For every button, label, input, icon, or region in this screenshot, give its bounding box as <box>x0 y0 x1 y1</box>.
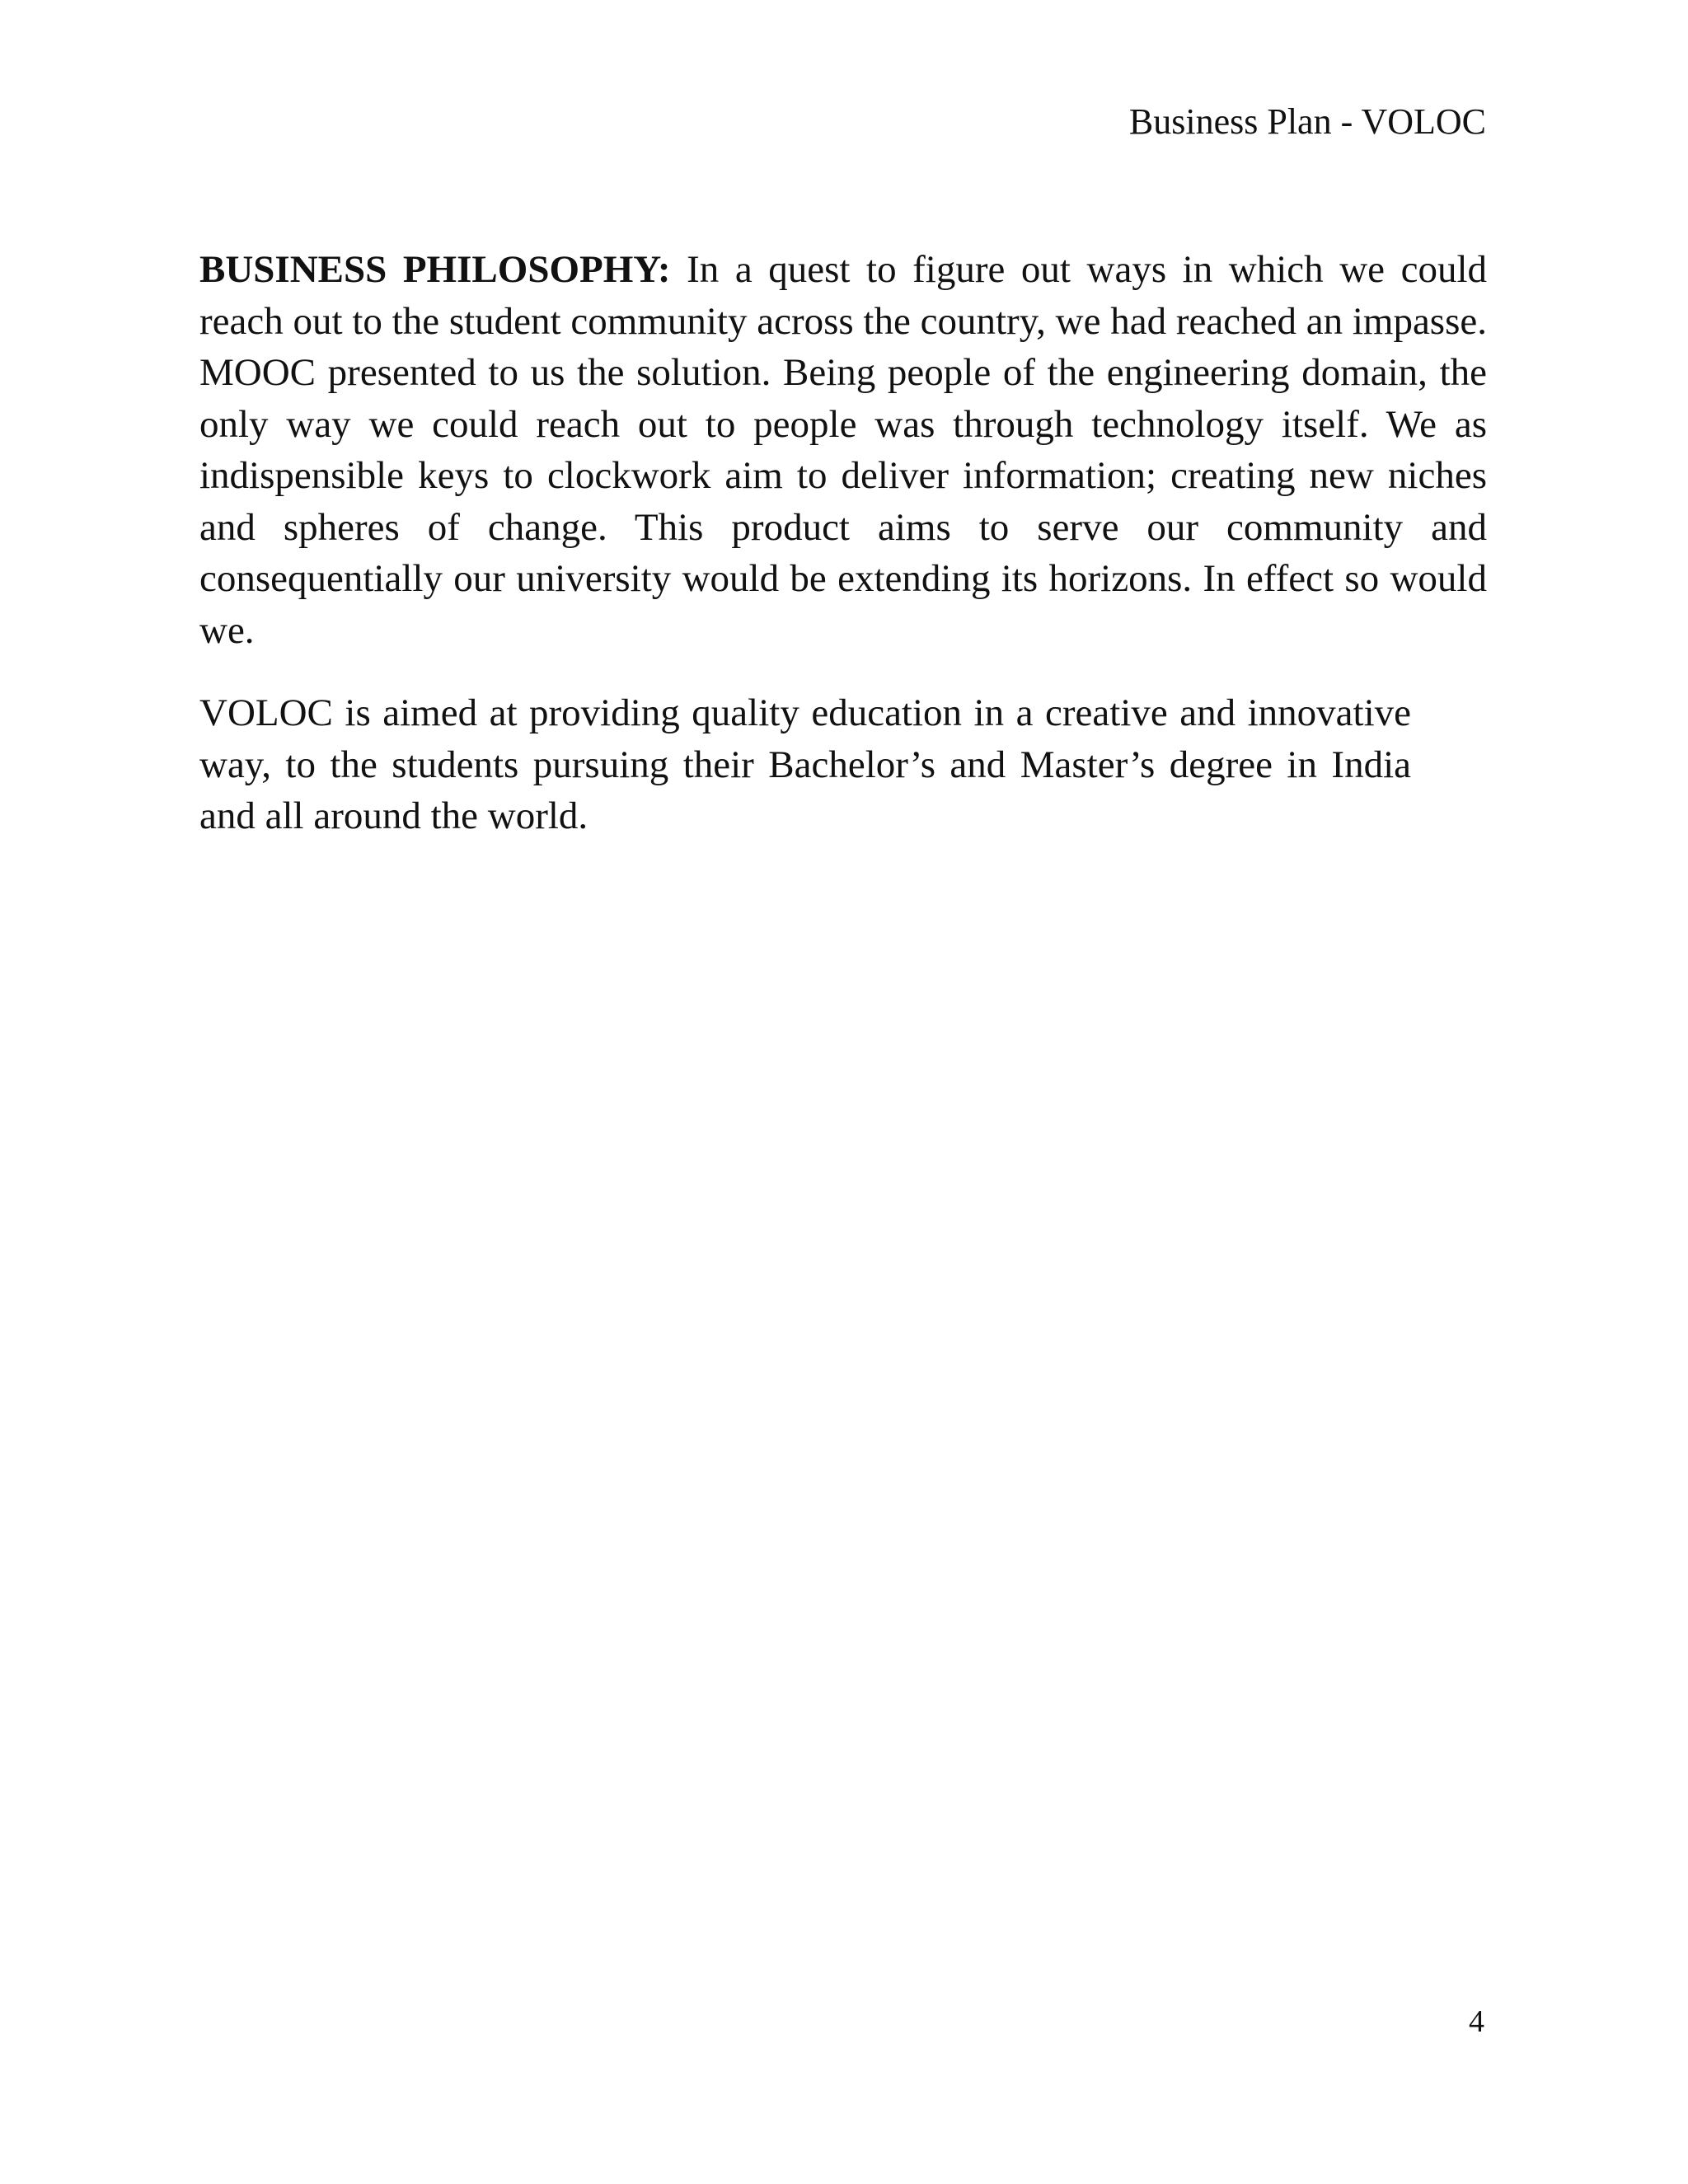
document-body <box>199 244 1487 842</box>
business-philosophy-paragraph <box>199 244 1487 656</box>
page-number: 4 <box>1469 2004 1484 2039</box>
running-header: Business Plan - VOLOC <box>1128 101 1486 142</box>
business-philosophy-heading: BUSINESS PHILOSOPHY: <box>199 248 671 291</box>
business-philosophy-text: In a quest to figure out ways in which we could reach out to the student community across the country, we had reached an impasse. MOOC presented to us the solution. Being people of the engineering domain, the only way we could reach out to people was through technology itself. We as indispensible keys to clockwork aim to deliver information; creating new niches and spheres of change. This product aims to serve our community and consequentially our university would be extending its horizons. In effect so would we. <box>199 248 1488 652</box>
voloc-aim-paragraph: VOLOC is aimed at providing quality education in a creative and innovative way, to the students pursuing their Bachelor’s and Master’s degree in India and all around the world. <box>199 691 1411 837</box>
